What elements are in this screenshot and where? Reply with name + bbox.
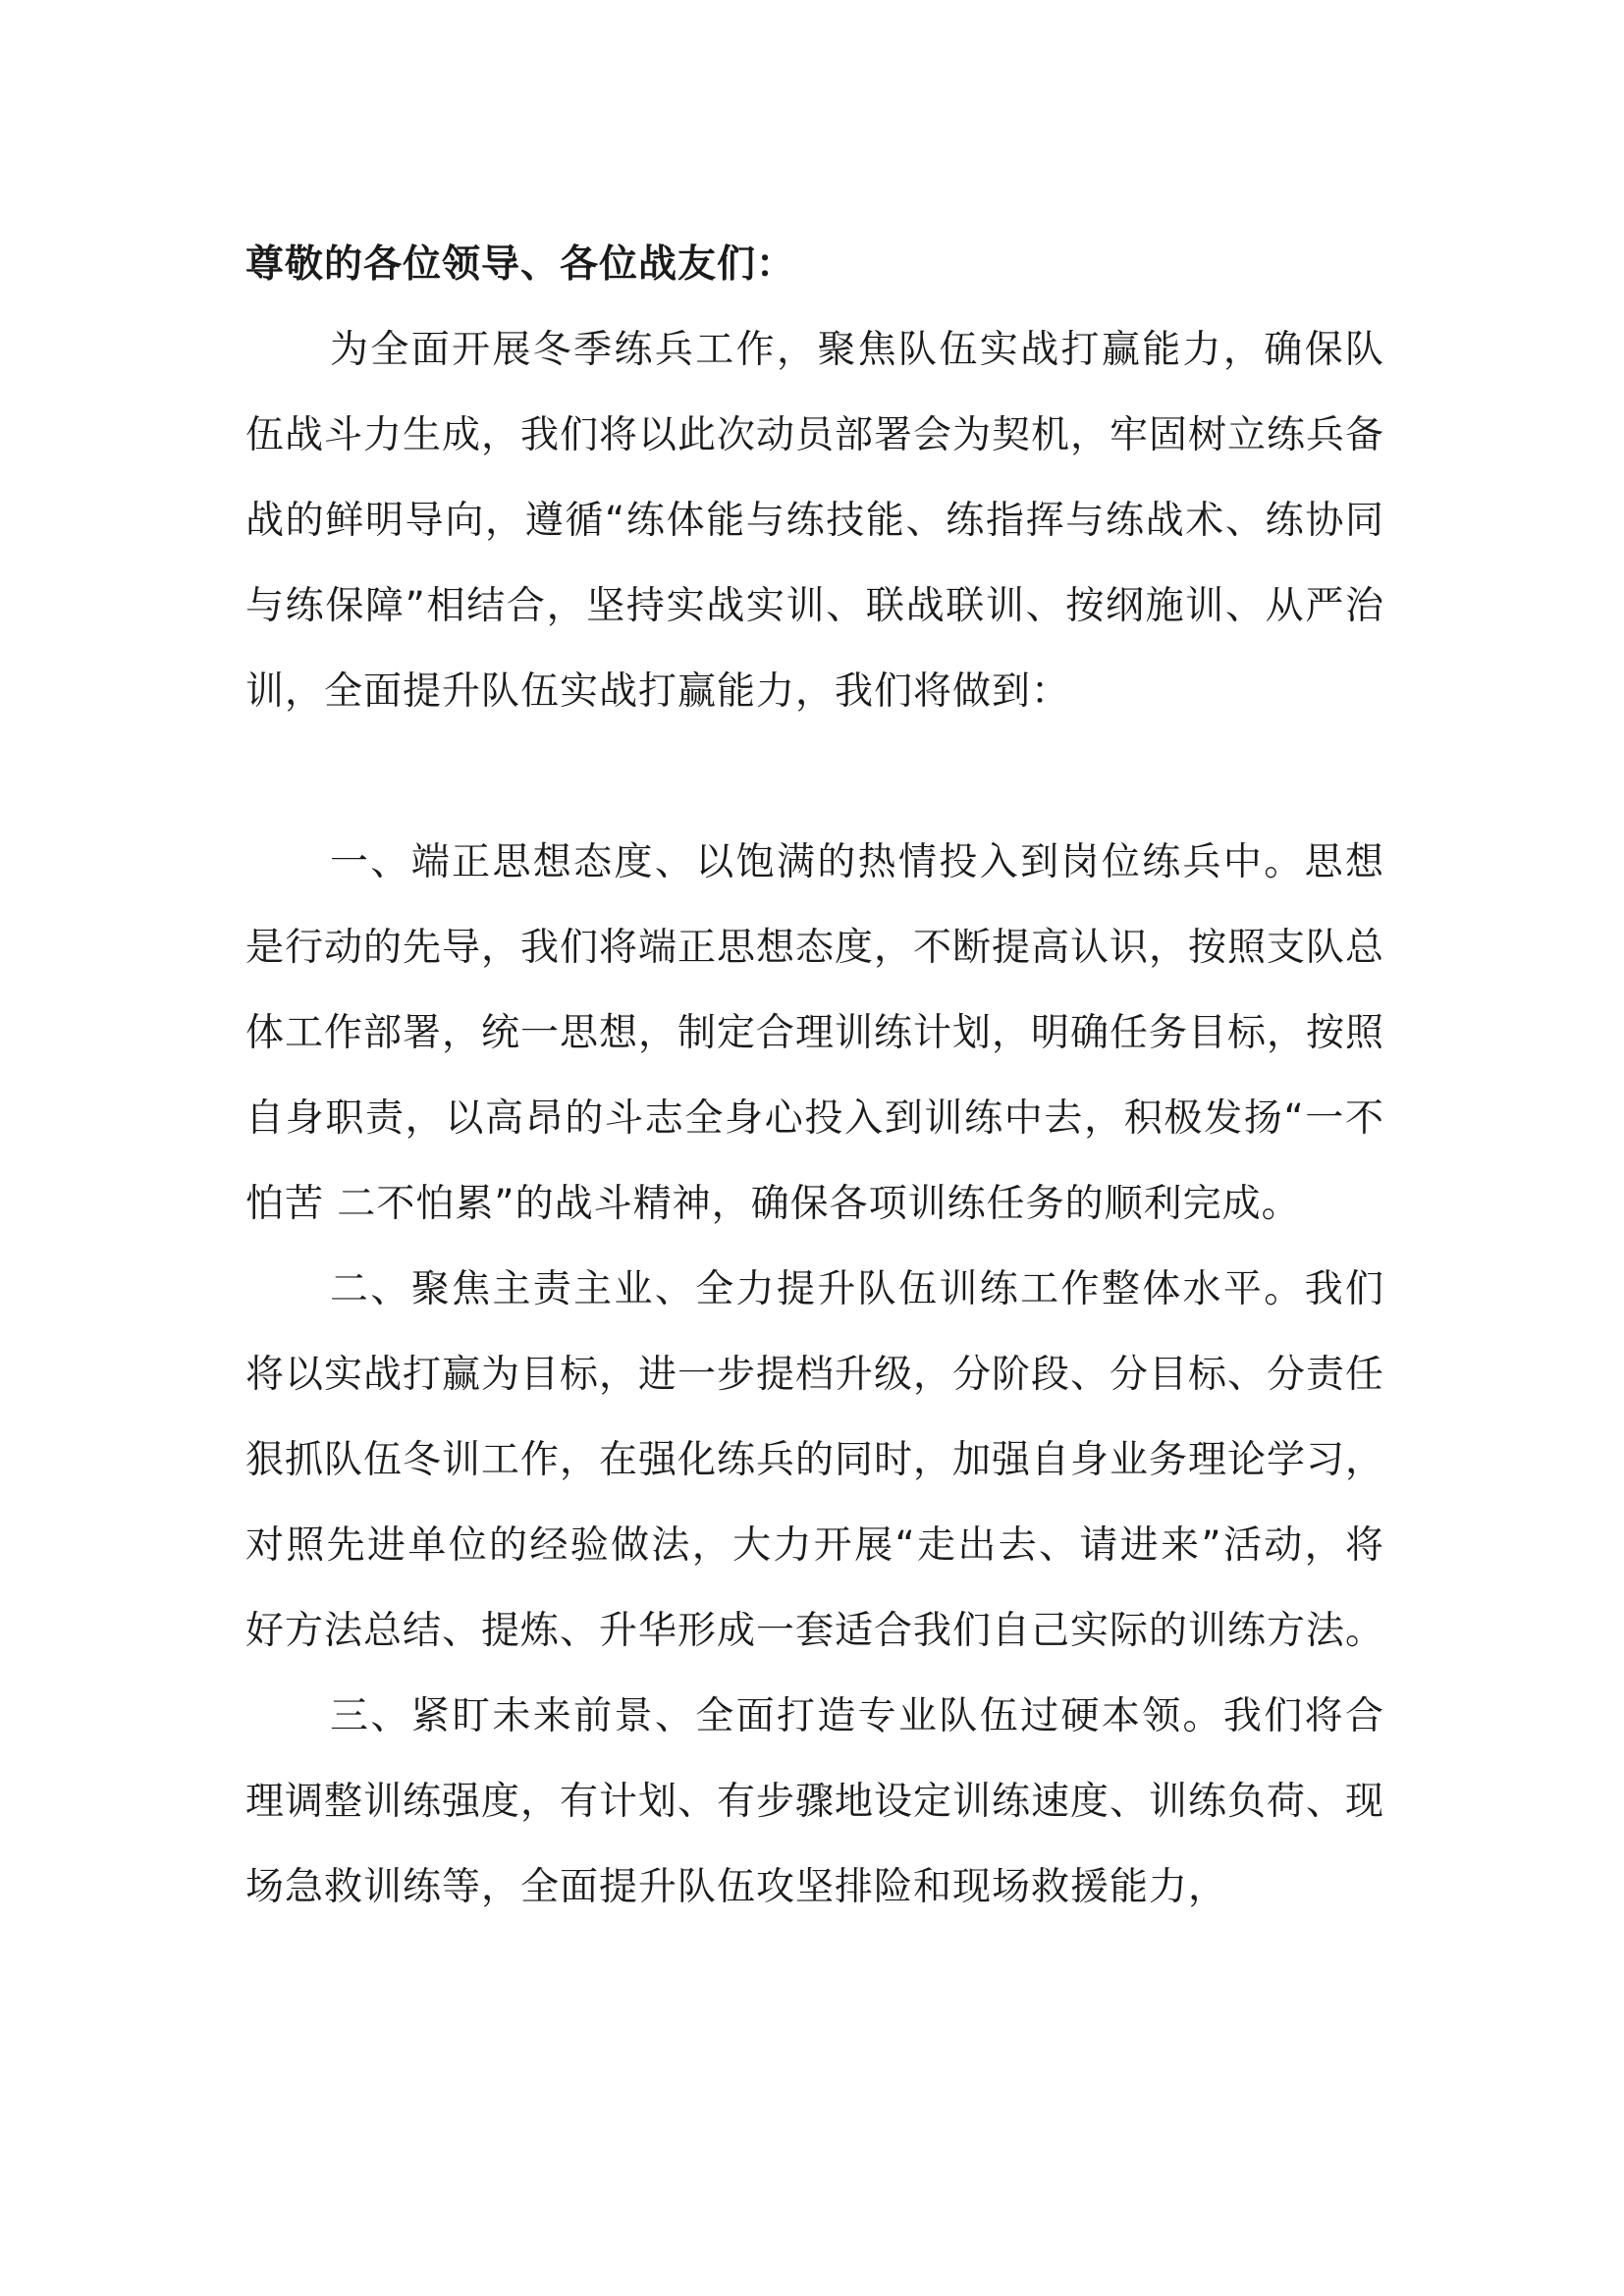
intro-paragraph: 为全面开展冬季练兵工作，聚焦队伍实战打赢能力，确保队伍战斗力生成，我们将以此次动员部署会为契机，牢固树立练兵备战的鲜明导向，遵循“练体能与练技能、练指挥与练战术、练协同与练保障”相结合，坚持实战实训、联战联训、按纲施训、从严治训，全面提升队伍实战打赢能力，我们将做到： <box>245 328 1385 714</box>
paragraph-spacer <box>245 734 1384 820</box>
document-body <box>245 222 1384 1930</box>
salutation: 尊敬的各位领导、各位战友们： <box>245 242 796 287</box>
point-3-paragraph: 三、紧盯未来前景、全面打造专业队伍过硬本领。我们将合理调整训练强度，有计划、有步骤地设定训练速度、训练负荷、现场急救训练等，全面提升队伍攻坚排险和现场救援能力， <box>245 1694 1385 1909</box>
point-2-paragraph: 二、聚焦主责主业、全力提升队伍训练工作整体水平。我们将以实战打赢为目标，进一步提档升级，分阶段、分目标、分责任狠抓队伍冬训工作，在强化练兵的同时，加强自身业务理论学习，对照先进单位的经验做法，大力开展“走出去、请进来”活动，将好方法总结、提炼、升华形成一套适合我们自己实际的训练方法。 <box>245 1267 1385 1653</box>
point-1-paragraph: 一、端正思想态度、以饱满的热情投入到岗位练兵中。思想是行动的先导，我们将端正思想态度，不断提高认识，按照支队总体工作部署，统一思想，制定合理训练计划，明确任务目标，按照自身职责，以高昂的斗志全身心投入到训练中去，积极发扬“一不怕苦 二不怕累”的战斗精神，确保各项训练任务的顺利完成。 <box>245 840 1385 1226</box>
